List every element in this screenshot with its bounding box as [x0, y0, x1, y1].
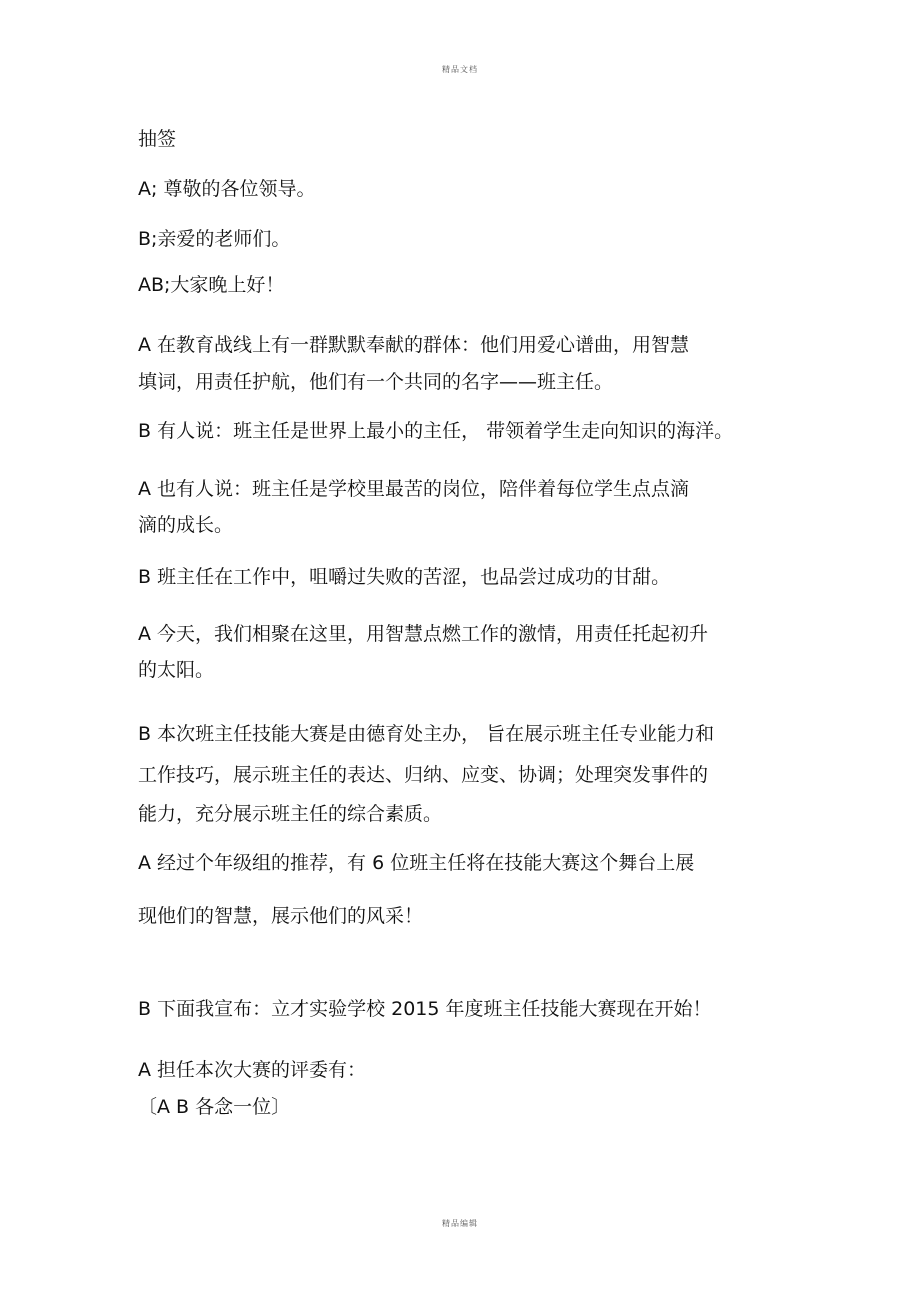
text-line: 现他们的智慧，展示他们的风采！	[138, 905, 424, 927]
text-line: 滴的成长。	[138, 514, 234, 536]
text-line: 填词，用责任护航，他们有一个共同的名字——班主任。	[138, 371, 614, 393]
text-line: 〔A B 各念一位〕	[138, 1096, 291, 1118]
text-line: B 班主任在工作中，咀嚼过失败的苦涩，也品尝过成功的甘甜。	[138, 566, 671, 588]
text-line: A 担任本次大赛的评委有：	[138, 1059, 367, 1081]
text-line: A 也有人说：班主任是学校里最苦的岗位，陪伴着每位学生点点滴	[138, 478, 690, 500]
text-line: 能力，充分展示班主任的综合素质。	[138, 803, 443, 825]
document-title: 抽签	[138, 128, 177, 150]
text-line: B 下面我宣布：立才实验学校 2015 年度班主任技能大赛现在开始！	[138, 998, 712, 1020]
text-line: A 在教育战线上有一群默默奉献的群体：他们用爱心谱曲，用智慧	[138, 334, 690, 356]
text-line: B 本次班主任技能大赛是由德育处主办， 旨在展示班主任专业能力和	[138, 723, 715, 745]
text-line: B;亲爱的老师们。	[138, 228, 291, 250]
page-footer: 精品编辑	[442, 1219, 478, 1228]
text-line: A; 尊敬的各位领导。	[138, 178, 316, 200]
text-line: A 经过个年级组的推荐，有 6 位班主任将在技能大赛这个舞台上展	[138, 852, 695, 874]
text-line: AB;大家晚上好！	[138, 274, 285, 296]
text-line: 工作技巧，展示班主任的表达、归纳、应变、协调；处理突发事件的	[138, 764, 709, 786]
page-header: 精品文档	[442, 65, 478, 74]
text-line: A 今天，我们相聚在这里，用智慧点燃工作的激情，用责任托起初升	[138, 623, 709, 645]
text-line: B 有人说：班主任是世界上最小的主任， 带领着学生走向知识的海洋。	[138, 420, 734, 442]
text-line: 的太阳。	[138, 659, 215, 681]
